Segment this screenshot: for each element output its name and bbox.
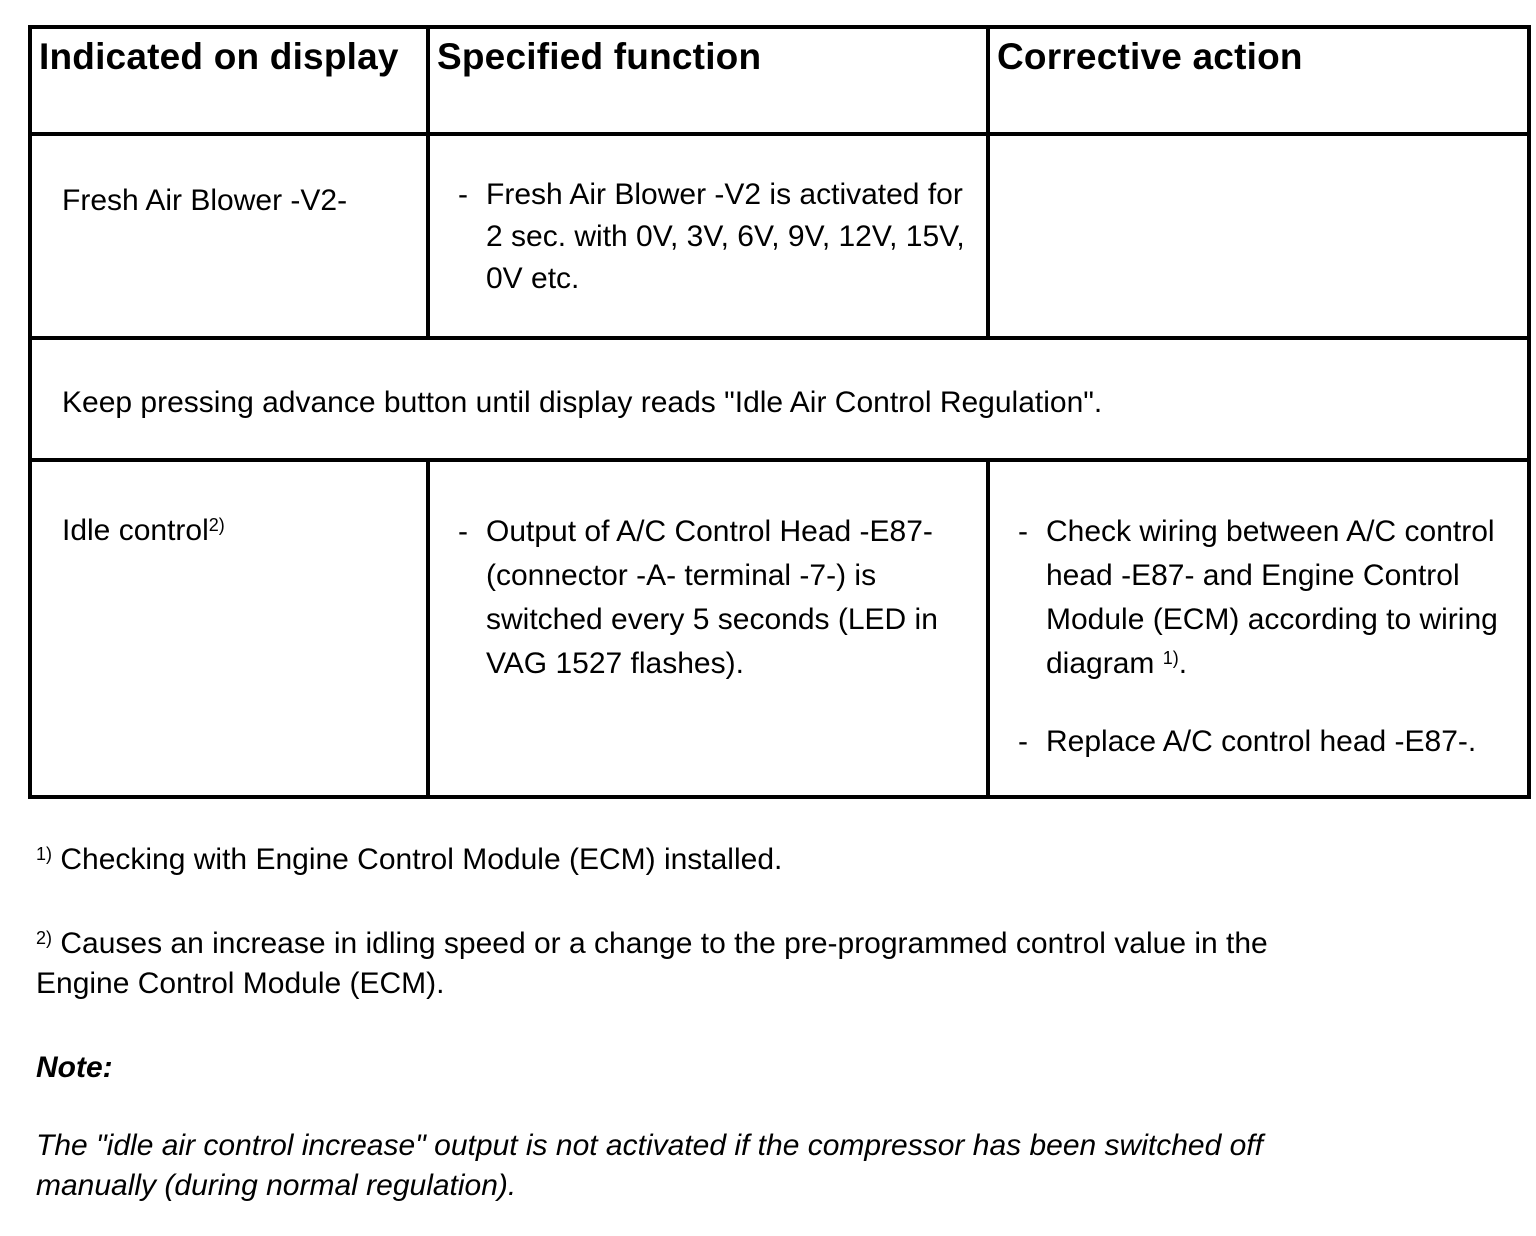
display-text: Idle control: [62, 514, 209, 547]
footnotes: [36, 840, 1336, 1206]
display-text: Fresh Air Blower -V2-: [62, 184, 348, 217]
bullet-dash: -: [1018, 515, 1028, 548]
footnote-mark: 1): [36, 844, 53, 864]
footnote-2: [36, 924, 1336, 1004]
footnote-text: Checking with Engine Control Module (ECM) installed.: [52, 843, 783, 876]
action-end: .: [1178, 647, 1188, 680]
header-corrective-action: Corrective action: [988, 27, 1529, 134]
display-cell: [30, 460, 428, 797]
function-cell: [428, 460, 988, 797]
display-cell: [30, 134, 428, 338]
note-text: The "idle air control increase" output is not activated if the compressor has been switched off manually (during normal regulation).: [36, 1129, 1263, 1202]
function-text: Fresh Air Blower -V2 is activated for 2 sec. with 0V, 3V, 6V, 9V, 12V, 15V, 0V etc.: [486, 178, 965, 295]
header-specified-function: Specified function: [428, 27, 988, 134]
function-text: Output of A/C Control Head -E87- (connector -A- terminal -7-) is switched every 5 seconds (LED in VAG 1527 flashes).: [486, 515, 938, 680]
bullet-dash: -: [458, 515, 468, 548]
instruction-text: Keep pressing advance button until display reads "Idle Air Control Regulation".: [62, 386, 1103, 419]
action-cell: [988, 460, 1529, 797]
table-row: [30, 460, 1529, 797]
diagnostic-table: [28, 25, 1531, 799]
table-row: [30, 134, 1529, 338]
display-text-wrap: [32, 462, 426, 552]
instruction-cell: [30, 338, 1529, 460]
action-list: [990, 462, 1527, 764]
function-bullet: [430, 462, 986, 686]
footnote-ref: 2): [208, 515, 225, 535]
header-indicated-on-display: Indicated on display: [30, 27, 428, 134]
footnote-1: [36, 840, 1336, 880]
bullet-dash: -: [458, 178, 468, 211]
instruction-row: [30, 338, 1529, 460]
footnote-mark: 2): [36, 928, 53, 948]
action-bullet: [1018, 720, 1527, 764]
action-text-wrap: [1046, 510, 1527, 686]
bullet-dash: -: [1018, 725, 1028, 758]
footnote-text: Causes an increase in idling speed or a change to the pre-programmed control value in the Engine Control Module (ECM).: [36, 927, 1268, 1000]
action-text: Check wiring between A/C control head -E87- and Engine Control Module (ECM) according to wiring diagram: [1046, 515, 1498, 680]
function-bullet: [430, 136, 986, 300]
function-cell: [428, 134, 988, 338]
footnote-ref: 1): [1162, 648, 1179, 668]
action-bullet: [1018, 510, 1527, 686]
action-cell: [988, 134, 1529, 338]
action-text: Replace A/C control head -E87-.: [1046, 725, 1477, 758]
table-header-row: [30, 27, 1529, 134]
note-label: Note:: [36, 1051, 113, 1084]
